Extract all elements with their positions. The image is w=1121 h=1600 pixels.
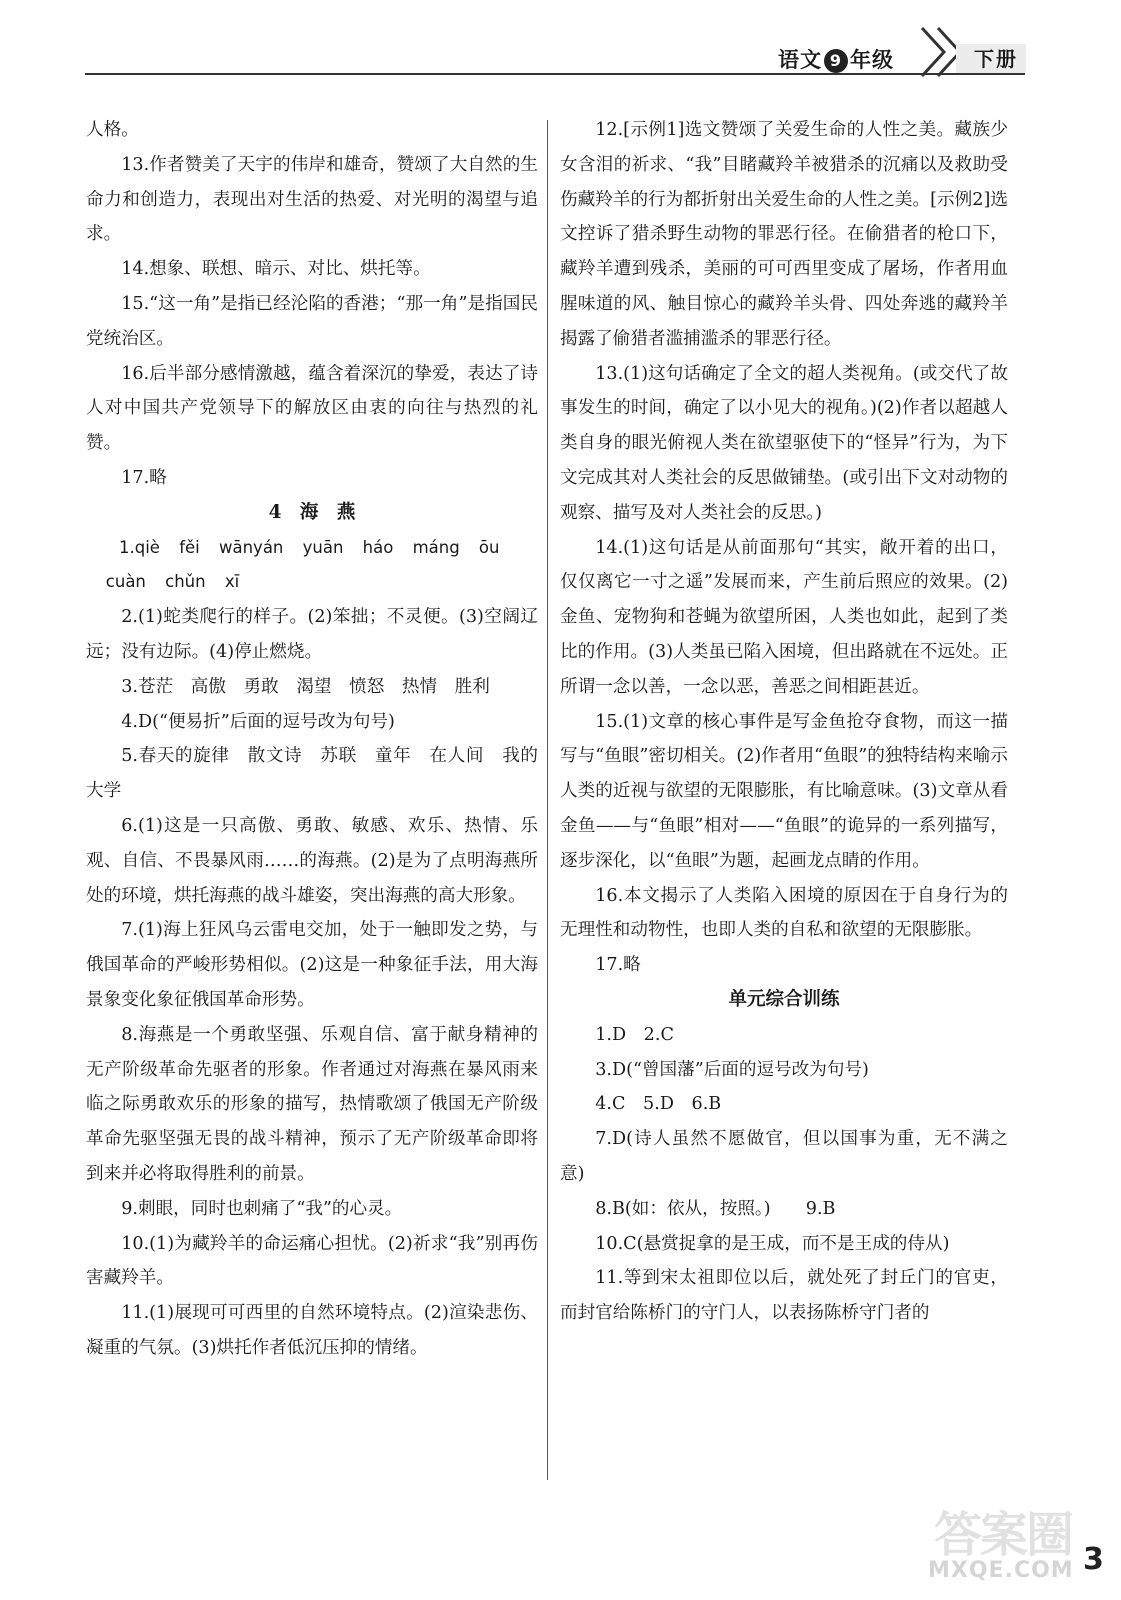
answer-item: 10.(1)为藏羚羊的命运痛心担忧。(2)祈求“我”别再伤害藏羚羊。 — [86, 1233, 538, 1289]
left-column — [86, 113, 538, 1366]
book-subject-label — [778, 44, 894, 74]
answer-item: 4.D(“便易折”后面的逗号改为句号) — [121, 711, 395, 732]
answer-item: 5.春天的旋律 散文诗 苏联 童年 在人间 我的大学 — [86, 746, 538, 802]
answer-item: 8.B(如：依从，按照。) 9.B — [595, 1198, 836, 1219]
answer-item: 11.等到宋太祖即位以后，就处死了封丘门的官吏，而封官给陈桥门的守门人，以表扬陈桥守门者的 — [560, 1268, 1008, 1324]
answer-item: 10.C(悬赏捉拿的是王成，而不是王成的侍从) — [595, 1233, 950, 1254]
subject-text: 语文 — [778, 48, 822, 72]
answer-item: 14.想象、联想、暗示、对比、烘托等。 — [121, 259, 431, 280]
pinyin-answer-continued: cuàn chǔn xī — [105, 572, 240, 592]
answer-item: 8.海燕是一个勇敢坚强、乐观自信、富于献身精神的无产阶级革命先驱者的形象。作者通过对海燕在暴风雨来临之际勇敢欢乐的形象的描写，热情歌颂了俄国无产阶级革命先驱坚强无畏的战斗精神，预示了无产阶级革命即将到来并必将取得胜利的前景。 — [86, 1024, 538, 1184]
watermark — [928, 1496, 1078, 1596]
answer-item: 7.(1)海上狂风乌云雷电交加，处于一触即发之势，与俄国革命的严峻形势相似。(2)这是一种象征手法，用大海景象变化象征俄国革命形势。 — [86, 920, 538, 1010]
answer-continuation: 人格。 — [86, 120, 139, 140]
answer-item: 9.刺眼，同时也刺痛了“我”的心灵。 — [121, 1198, 403, 1219]
answer-item: 16.本文揭示了人类陷入困境的原因在于自身行为的无理性和动物性，也即人类的自私和欲望的无限膨胀。 — [560, 885, 1008, 941]
pinyin-answer: 1.qiè fěi wānyán yuān háo máng ōu — [119, 537, 500, 557]
right-column — [560, 113, 1008, 1331]
grade-number-badge: 9 — [824, 49, 848, 73]
watermark-text: MXQE.COM — [928, 1558, 1074, 1583]
grade-suffix-text: 年级 — [850, 48, 894, 72]
answer-item: 15.(1)文章的核心事件是写金鱼抢夺食物，而这一描写与“鱼眼”密切相关。(2)作者用“鱼眼”的独特结构来喻示人类的近视与欲望的无限膨胀，有比喻意味。(3)文章从看金鱼——与“鱼眼”相对——“鱼眼”的诡异的一系列描写，逐步深化，以“鱼眼”为题，起画龙点睛的作用。 — [560, 711, 1008, 871]
answer-item: 2.(1)蛇类爬行的样子。(2)笨拙；不灵便。(3)空阔辽远；没有边际。(4)停止燃烧。 — [86, 607, 538, 662]
answer-item: 3.D(“曾国藩”后面的逗号改为句号) — [595, 1059, 869, 1080]
answer-item: 11.(1)展现可可西里的自然环境特点。(2)渲染悲伤、凝重的气氛。(3)烘托作者低沉压抑的情绪。 — [86, 1303, 538, 1358]
answer-item: 7.D(诗人虽然不愿做官，但以国事为重，无不满之意) — [560, 1129, 1008, 1184]
column-divider — [547, 120, 548, 1480]
answer-item: 12.[示例1]选文赞颂了关爱生命的人性之美。藏族少女含泪的祈求、“我”目睹藏羚羊被猎杀的沉痛以及救助受伤藏羚羊的行为都折射出关爱生命的人性之美。[示例2]选文控诉了猎杀野生动物的罪恶行径。在偷猎者的枪口下，藏羚羊遭到残杀，美丽的可可西里变成了屠场，作者用血腥味道的风、触目惊心的藏羚羊头骨、四处奔逃的藏羚羊揭露了偷猎者滥捕滥杀的罪恶行径。 — [560, 120, 1008, 349]
answer-item: 14.(1)这句话是从前面那句“其实，敞开着的出口，仅仅离它一寸之遥”发展而来，产生前后照应的效果。(2)金鱼、宠物狗和苍蝇为欲望所困，人类也如此，起到了类比的作用。(3)人类虽已陷入困境，但出路就在不远处。正所谓一念以善，一念以恶，善恶之间相距甚近。 — [560, 537, 1008, 697]
answer-item: 3.苍茫 高傲 勇敢 渴望 愤怒 热情 胜利 — [121, 676, 490, 697]
watermark-logo: 答案圈 — [934, 1507, 1073, 1563]
answer-item: 13.(1)这句话确定了全文的超人类视角。(或交代了故事发生的时间，确定了以小见大的视角。)(2)作者以超越人类自身的眼光俯视人类在欲望驱使下的“怪异”行为，为下文完成其对人类社会的反思做铺垫。(或引出下文对动物的观察、描写及对人类社会的反思。) — [560, 363, 1008, 523]
answer-item: 17.略 — [121, 467, 167, 488]
answer-item: 6.(1)这是一只高傲、勇敢、敏感、欢乐、热情、乐观、自信、不畏暴风雨……的海燕。(2)是为了点明海燕所处的环境，烘托海燕的战斗雄姿，突出海燕的高大形象。 — [86, 815, 538, 906]
header-rule — [85, 73, 1025, 75]
volume-label: 下册 — [956, 44, 1026, 74]
section-title: 4 海 燕 — [268, 501, 356, 523]
answer-item: 1.D 2.C — [595, 1024, 674, 1045]
answer-item: 13.作者赞美了天宇的伟岸和雄奇，赞颂了大自然的生命力和创造力，表现出对生活的热爱、对光明的渴望与追求。 — [86, 154, 538, 245]
answer-item: 17.略 — [595, 955, 641, 976]
answer-item: 16.后半部分感情激越，蕴含着深沉的挚爱，表达了诗人对中国共产党领导下的解放区由衷的向往与热烈的礼赞。 — [86, 363, 538, 454]
section-title: 单元综合训练 — [728, 988, 840, 1010]
answer-item: 4.C 5.D 6.B — [595, 1094, 722, 1115]
page-number: 3 — [1083, 1542, 1104, 1577]
answer-item: 15.“这一角”是指已经沦陷的香港；“那一角”是指国民党统治区。 — [86, 293, 538, 349]
